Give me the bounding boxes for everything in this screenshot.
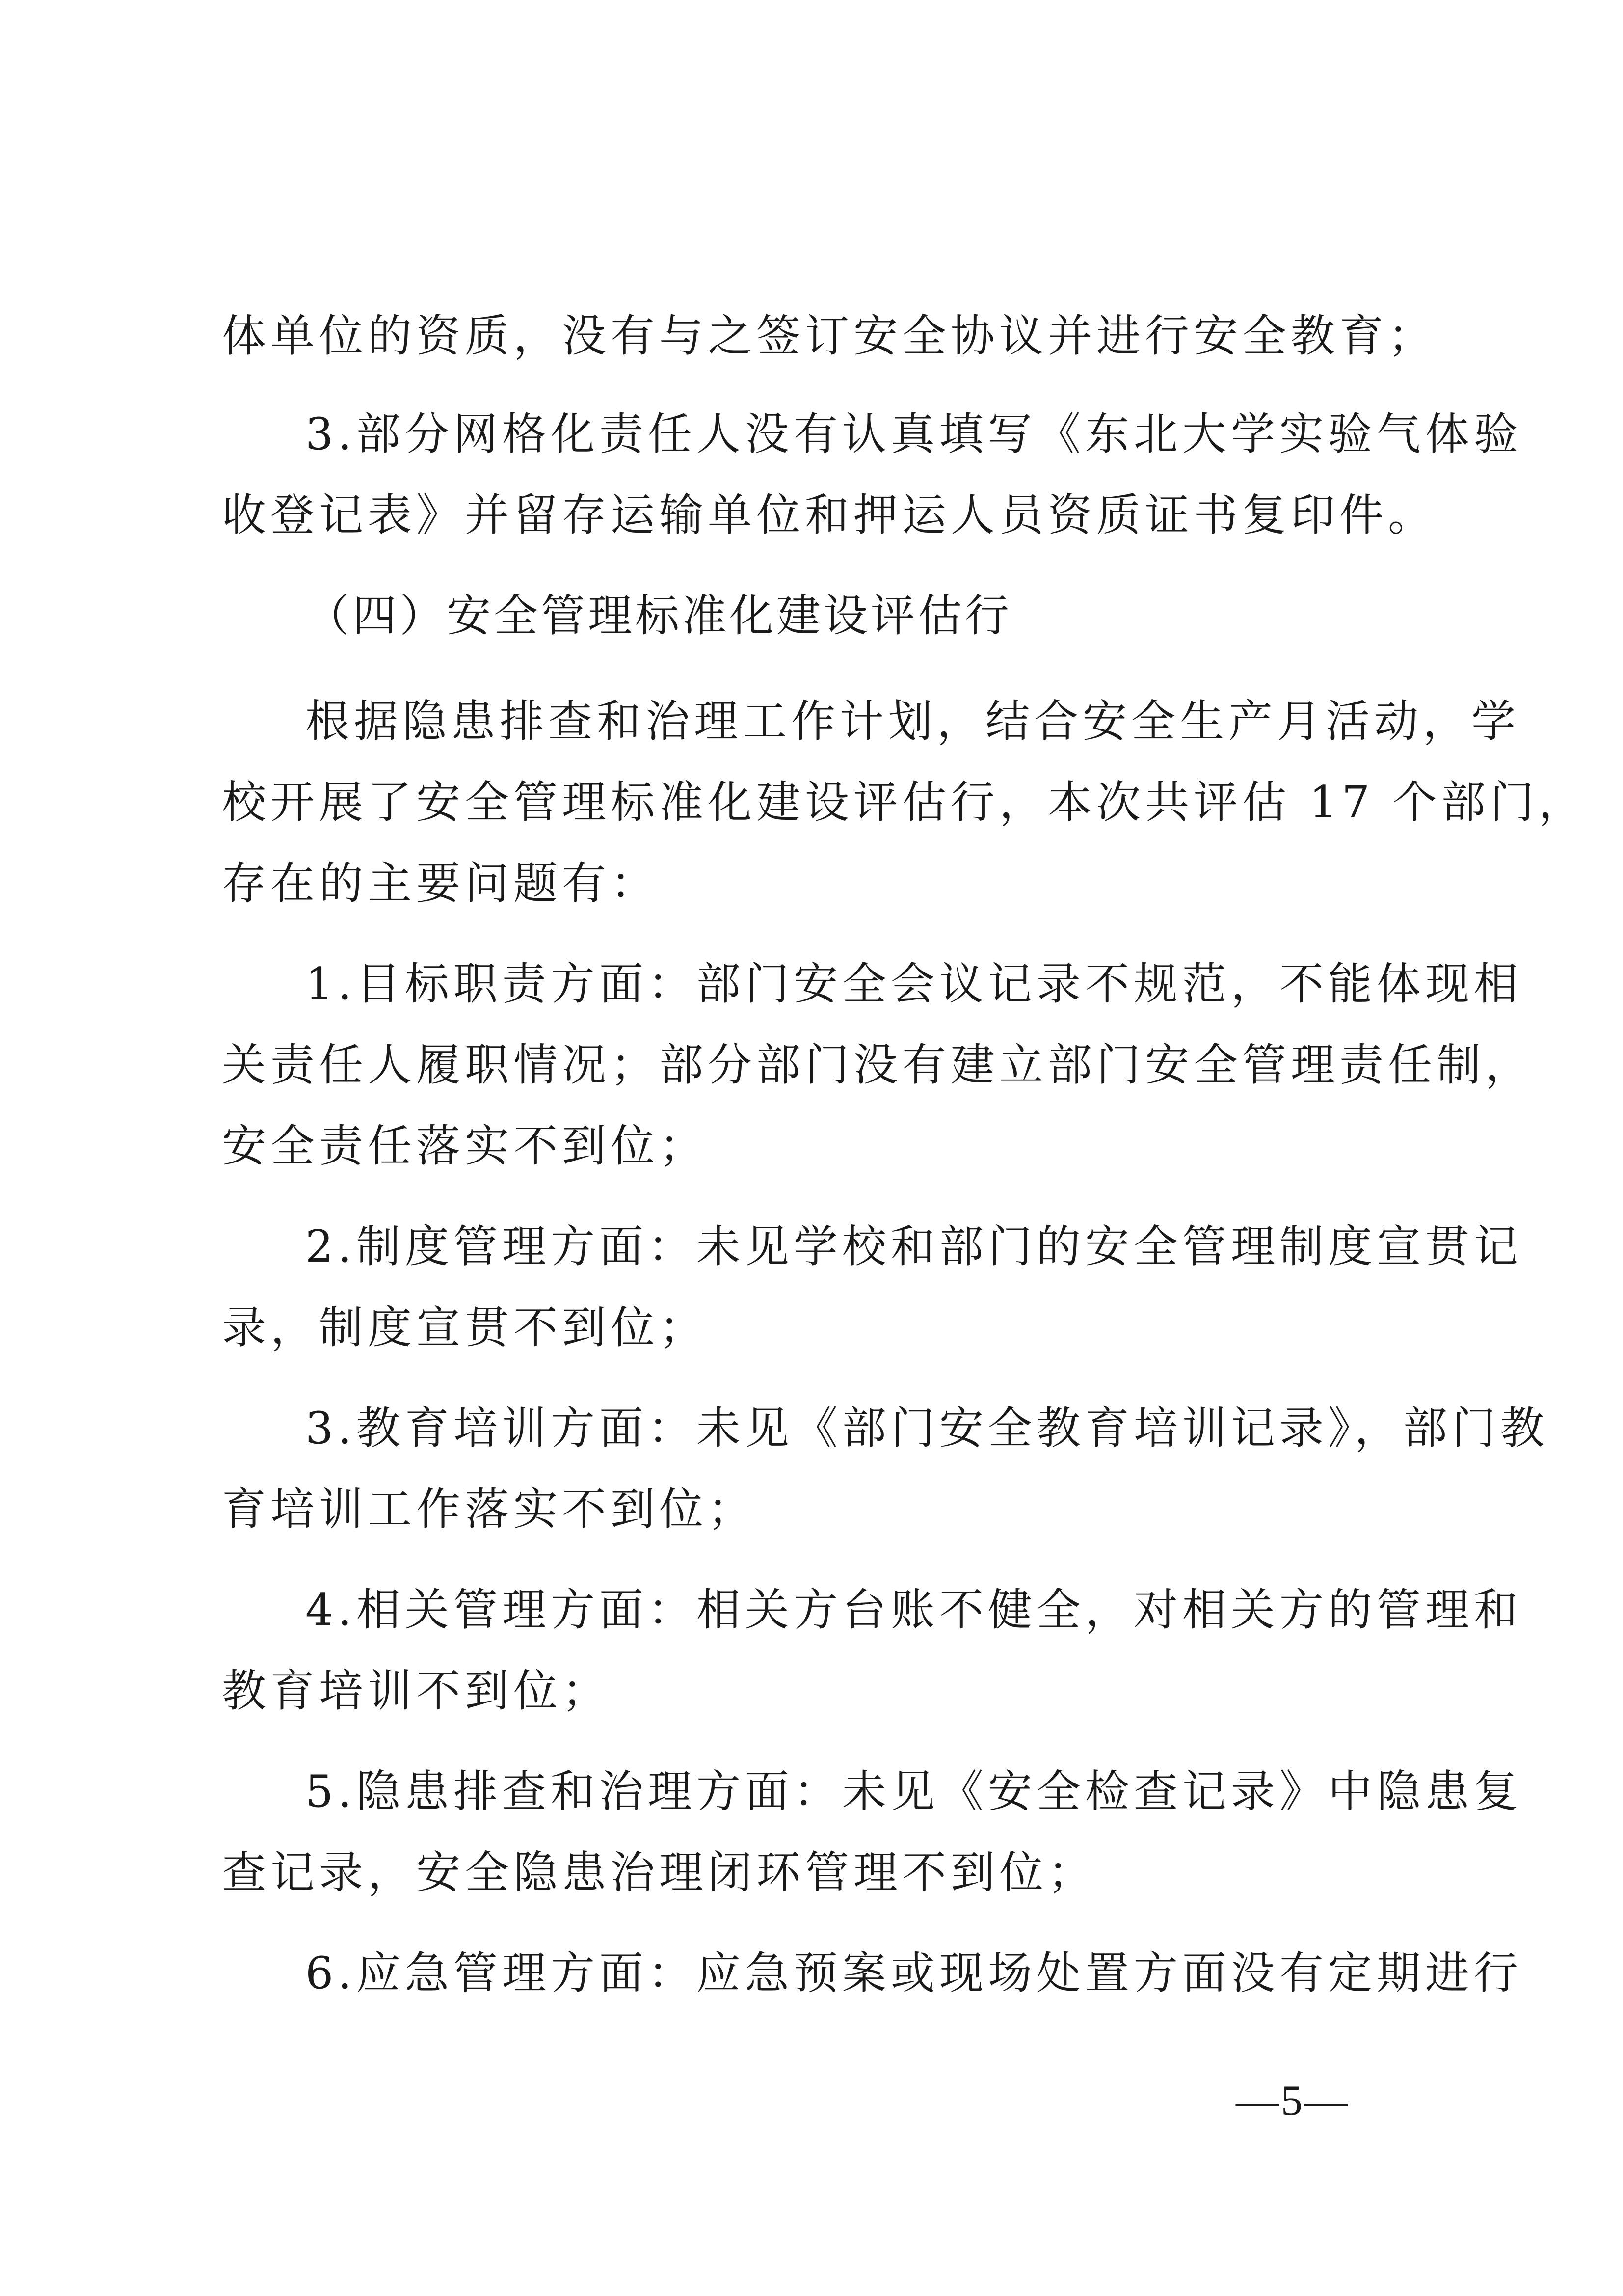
text-line-1: 体单位的资质，没有与之签订安全协议并进行安全教育； [222, 310, 1437, 362]
text-line-12: 录，制度宣贯不到位； [222, 1302, 708, 1353]
text-line-6: 校开展了安全管理标准化建设评估行，本次共评估 17 个部门， [222, 777, 1587, 828]
text-line-13: 3.教育培训方面：未见《部门安全教育培训记录》，部门教 [305, 1403, 1549, 1454]
text-line-17: 5.隐患排查和治理方面：未见《安全检查记录》中隐患复 [305, 1766, 1522, 1817]
text-line-2: 3.部分网格化责任人没有认真填写《东北大学实验气体验 [305, 408, 1522, 460]
section-heading: （四）安全管理标准化建设评估行 [305, 590, 1012, 642]
text-line-8: 1.目标职责方面：部门安全会议记录不规范，不能体现相 [305, 958, 1522, 1010]
text-line-7: 存在的主要问题有： [222, 858, 659, 909]
text-line-3: 收登记表》并留存运输单位和押运人员资质证书复印件。 [222, 489, 1437, 541]
text-line-11: 2.制度管理方面：未见学校和部门的安全管理制度宣贯记 [305, 1221, 1522, 1272]
text-line-15: 4.相关管理方面：相关方台账不健全，对相关方的管理和 [305, 1584, 1522, 1636]
text-line-5: 根据隐患排查和治理工作计划，结合安全生产月活动，学 [305, 696, 1520, 747]
text-line-18: 查记录，安全隐患治理闭环管理不到位； [222, 1847, 1096, 1898]
page-number: —5— [1236, 2077, 1350, 2125]
text-line-19: 6.应急管理方面：应急预案或现场处置方面没有定期进行 [305, 1947, 1522, 1999]
text-line-16: 教育培训不到位； [222, 1665, 611, 1717]
text-line-9: 关责任人履职情况；部分部门没有建立部门安全管理责任制， [222, 1039, 1534, 1091]
text-line-14: 育培训工作落实不到位； [222, 1484, 756, 1535]
text-line-10: 安全责任落实不到位； [222, 1120, 708, 1172]
